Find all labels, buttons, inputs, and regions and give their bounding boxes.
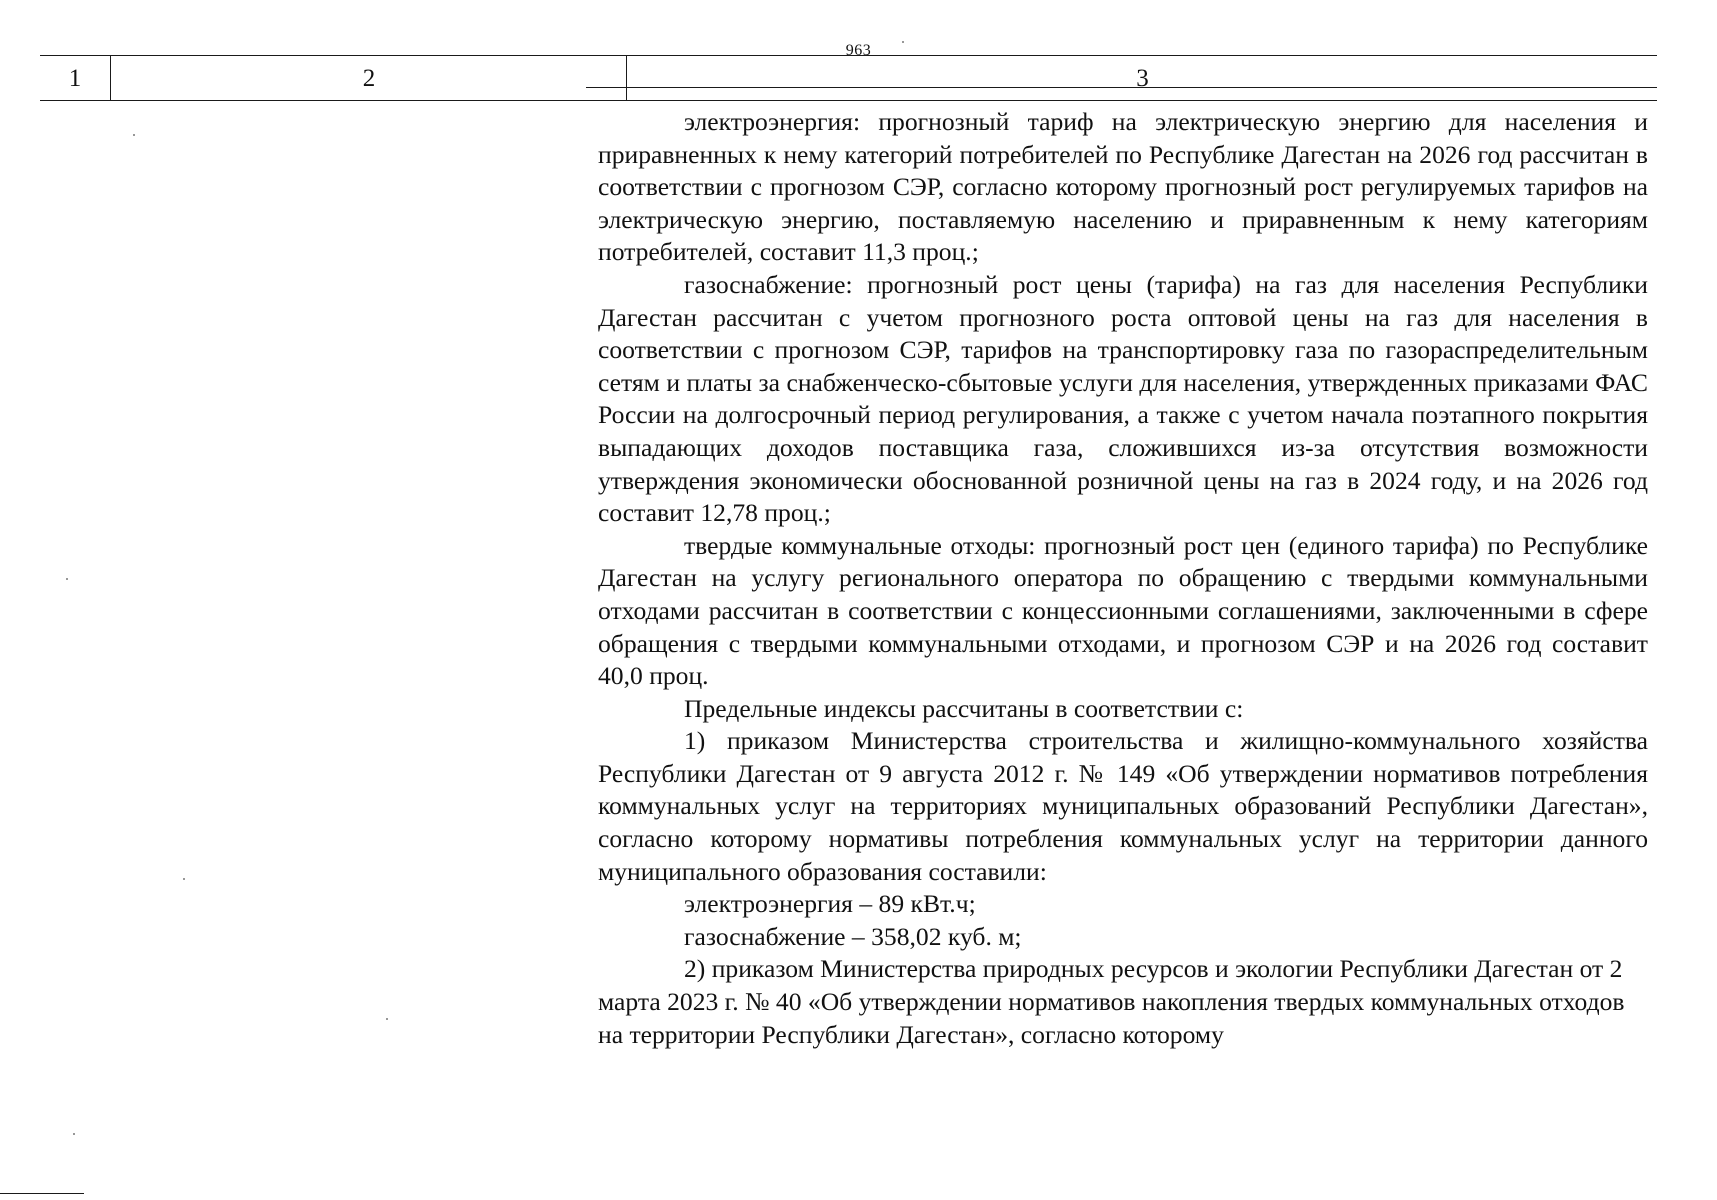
scan-speck [73,1133,75,1135]
paragraph-order-2: 2) приказом Министерства природных ресурсов и экологии Республики Дагестан от 2 марта 2023 г. № 40 «Об утверждении нормативов накопления твердых коммунальных отходов на территории Республики Дагестан», согласно которому [598,954,1625,1049]
header-cell-3: 3 [626,56,1658,100]
paragraph-gas: газоснабжение: прогнозный рост цены (тарифа) на газ для населения Республики Дагестан рассчитан с учетом прогнозного роста оптовой цены на газ для населения в соответствии с прогнозом СЭР, тарифов на транспортировку газа по газораспределительным сетям и платы за снабженческо-сбытовые услуги для населения, утвержденных приказами ФАС России на долгосрочный период регулирования, а также с учетом начала поэтапного покрытия выпадающих доходов поставщика газа, сложившихся из-за отсутствия возможности утверждения экономически обоснованной розничной цены на газ в 2024 году, и на 2026 год составит 12,78 проц.; [598,269,1648,528]
scan-speck [386,1018,388,1020]
footer-rule [0,1193,84,1194]
page-number: 963 [845,42,872,59]
paragraph-indices-intro: Предельные индексы рассчитаны в соответствии с: [684,693,1244,723]
scan-speck [183,878,185,880]
paragraph-order-1: 1) приказом Министерства строительства и жилищно-коммунального хозяйства Республики Дагестан от 9 августа 2012 г. № 149 «Об утверждении нормативов потребления коммунальных услуг на территориях муниципальных образований Республики Дагестан», согласно которому нормативы потребления коммунальных услуг на территории данного муниципального образования составили: [598,726,1648,886]
header-table [40,55,1657,101]
scan-speck [66,578,68,580]
scan-speck [902,41,904,43]
header-inner-rule [586,87,1657,88]
paragraph-electricity: электроэнергия: прогнозный тариф на электрическую энергию для населения и приравненных к нему категорий потребителей по Республике Дагестан на 2026 год рассчитан в соответствии с прогнозом СЭР, согласно которому прогнозный рост регулируемых тарифов на электрическую энергию, поставляемую населению и приравненным к нему категориям потребителей, составит 11,3 проц.; [598,107,1648,267]
scan-speck [133,134,135,136]
paragraph-norm-electricity: электроэнергия – 89 кВт.ч; [684,889,976,919]
header-cell-2: 2 [110,56,627,100]
paragraph-norm-gas: газоснабжение – 358,02 куб. м; [684,921,1022,951]
document-body [598,106,1648,1051]
paragraph-solid-waste: твердые коммунальные отходы: прогнозный рост цен (единого тарифа) по Республике Дагестан на услугу регионального оператора по обращению с твердыми коммунальными отходами рассчитан в соответствии с концессионными соглашениями, заключенными в сфере обращения с твердыми коммунальными отходами, и прогнозом СЭР и на 2026 год составит 40,0 проц. [598,530,1648,691]
header-cell-1: 1 [68,65,82,92]
